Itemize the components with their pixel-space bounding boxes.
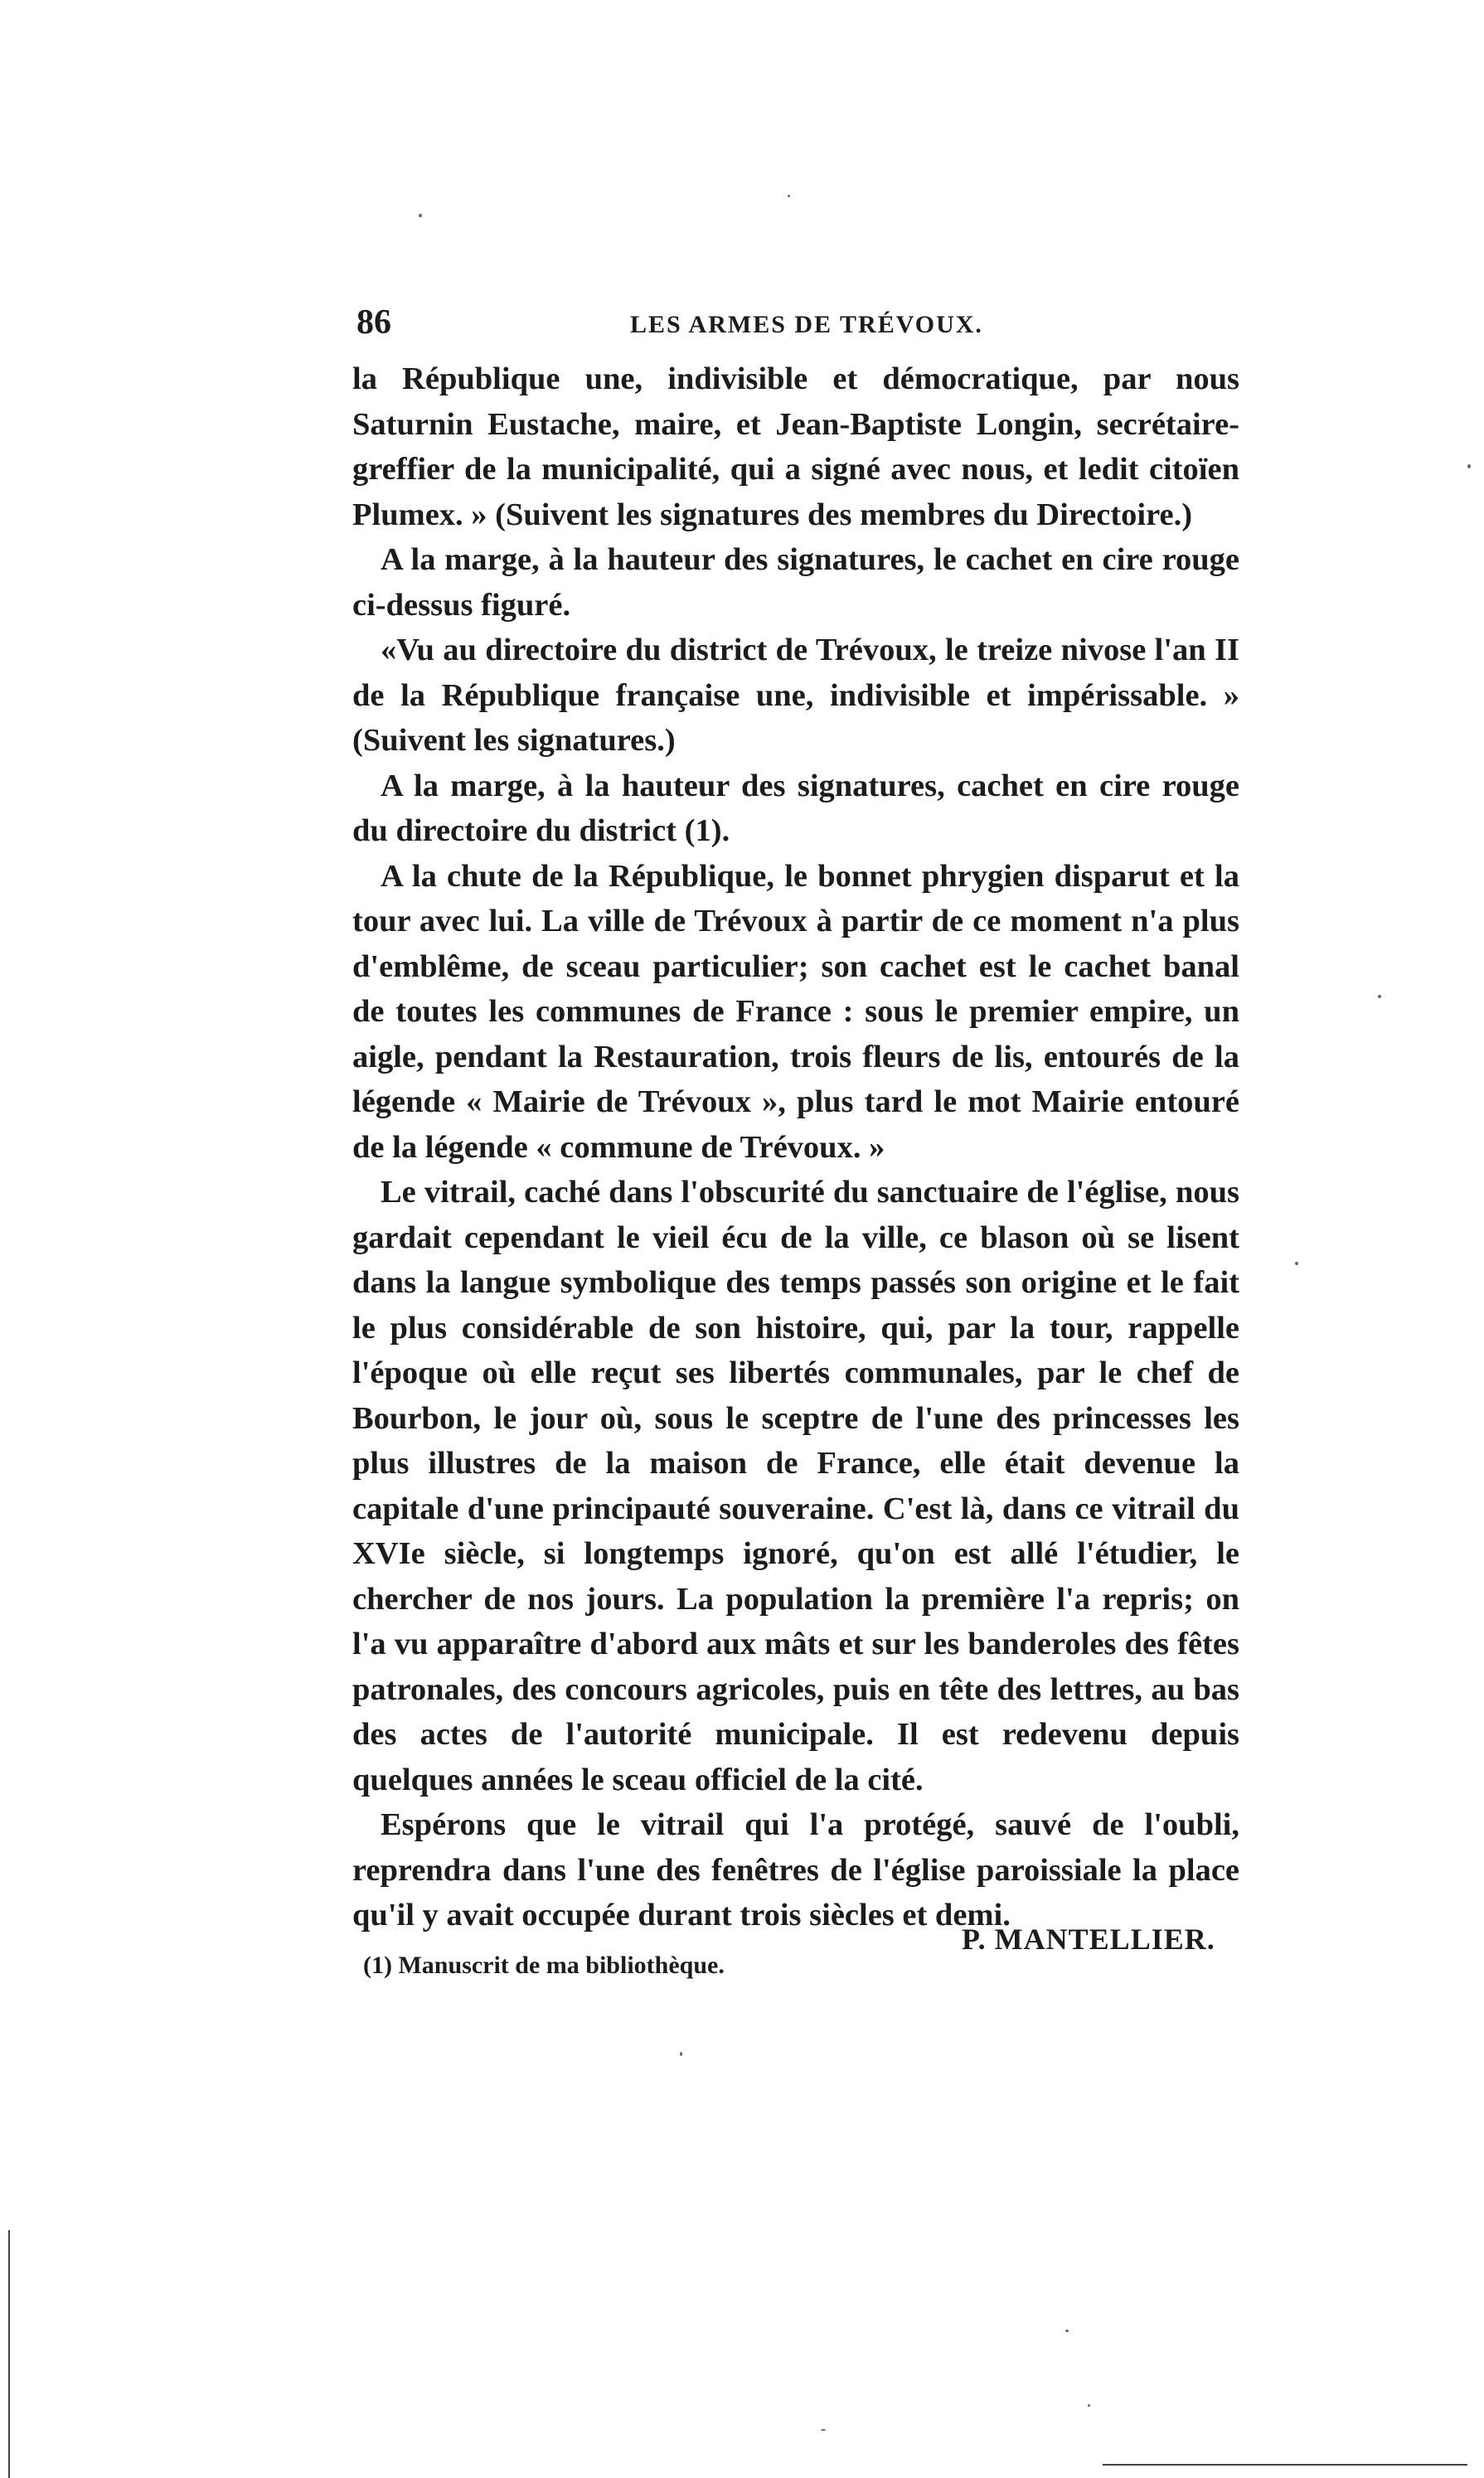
scan-edge-line	[1103, 2464, 1467, 2466]
scan-speck	[419, 214, 422, 217]
paragraph-5: A la chute de la République, le bonnet phrygien disparut et la tour avec lui. La ville de Trévoux à partir de ce moment n'a plus d'emblême, de sceau particulier; son cachet est le cachet banal de toutes les communes de France : sous le premier empire, un aigle, pendant la Restauration, trois fleurs de lis, entourés de la légende « Mairie de Trévoux », plus tard le mot Mairie entouré de la légende « commune de Trévoux. »	[352, 858, 1239, 1165]
author-signature: P. MANTELLIER.	[962, 1923, 1215, 1956]
scan-speck	[680, 2052, 682, 2056]
page-number: 86	[356, 303, 391, 342]
paragraph-1: la République une, indivisible et démocratique, par nous Saturnin Eustache, maire, et Jean-Baptiste Longin, secrétaire-greffier de la municipalité, qui a signé avec nous, et ledit citoïen Plumex. » (Suivent les signatures des membres du Directoire.)	[352, 361, 1239, 532]
page-header	[356, 303, 1244, 352]
running-title: LES ARMES DE TRÉVOUX.	[630, 311, 983, 338]
scan-speck	[1467, 464, 1471, 468]
paragraph-3: «Vu au directoire du district de Trévoux, le treize nivose l'an II de la République française une, indivisible et impérissable. » (Suivent les signatures.)	[352, 633, 1239, 758]
scan-speck	[1378, 995, 1381, 998]
paragraph-2: A la marge, à la hauteur des signatures, le cachet en cire rouge ci-dessus figuré.	[352, 542, 1239, 623]
scan-speck	[1065, 2330, 1069, 2332]
scan-speck	[788, 195, 790, 197]
body-text	[352, 356, 1239, 1938]
scan-speck	[821, 2429, 826, 2431]
footnote: (1) Manuscrit de ma bibliothèque.	[363, 1952, 725, 1979]
scan-edge-line	[8, 2230, 10, 2478]
paragraph-7: Espérons que le vitrail qui l'a protégé, sauvé de l'oubli, reprendra dans l'une des fenêtres de l'église paroissiale la place qu'il y avait occupée durant trois siècles et demi.	[352, 1807, 1239, 1932]
paragraph-6: Le vitrail, caché dans l'obscurité du sanctuaire de l'église, nous gardait cependant le vieil écu de la ville, ce blason où se lisent dans la langue symbolique des temps passés son origine et le fait le plus considérable de son histoire, qui, par la tour, rappelle l'époque où elle reçut ses libertés communales, par le chef de Bourbon, le jour où, sous le sceptre de l'une des princesses les plus illustres de la maison de France, elle était devenue la capitale d'une principauté souveraine. C'est là, dans ce vitrail du XVIe siècle, si longtemps ignoré, qu'on est allé l'étudier, le chercher de nos jours. La population la première l'a repris; on l'a vu apparaître d'abord aux mâts et sur les banderoles des fêtes patronales, des concours agricoles, puis en tête des lettres, au bas des actes de l'autorité municipale. Il est redevenu depuis quelques années le sceau officiel de la cité.	[352, 1175, 1239, 1797]
scan-speck	[1088, 2404, 1090, 2407]
paragraph-4: A la marge, à la hauteur des signatures, cachet en cire rouge du directoire du district (1).	[352, 768, 1239, 848]
scan-speck	[1295, 1262, 1298, 1265]
